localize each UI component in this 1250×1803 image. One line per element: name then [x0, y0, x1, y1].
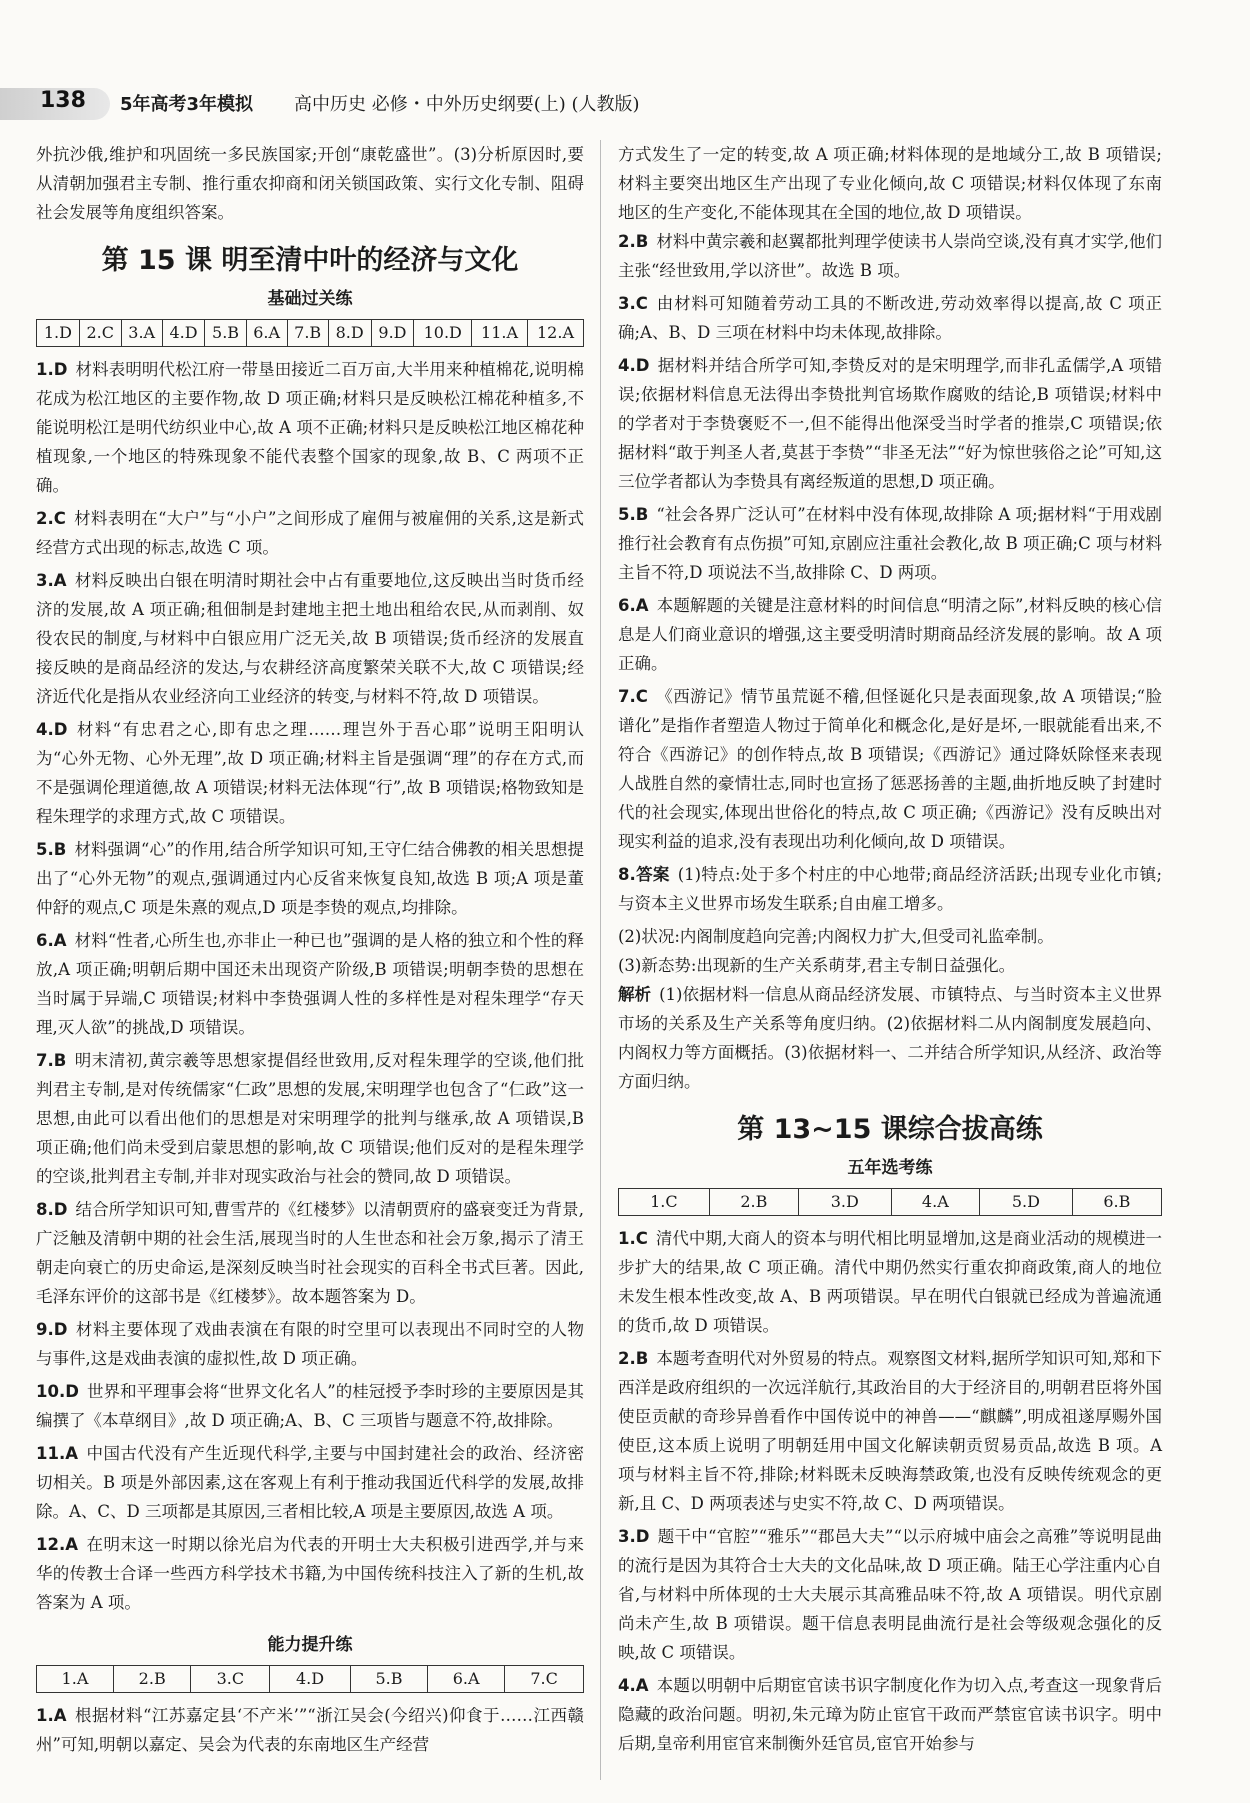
item-number: 11.A	[36, 1444, 78, 1463]
ability-answer-table	[36, 1665, 584, 1693]
answer-cell: 6.A	[246, 320, 287, 347]
item-number: 10.D	[36, 1382, 79, 1401]
item-number: 6.A	[618, 596, 649, 615]
analysis-label: 解析	[618, 985, 652, 1004]
item-text: 世界和平理事会将“世界文化名人”的桂冠授予李时珍的主要原因是其编撰了《本草纲目》,故 D 项正确;A、B、C 三项皆与题意不符,故排除。	[36, 1382, 584, 1430]
item-number: 5.B	[36, 840, 67, 859]
right-column	[618, 140, 1162, 1762]
section-title-ability: 能力提升练	[267, 1635, 353, 1655]
item-text: 由材料可知随着劳动工具的不断改进,劳动效率得以提高,故 C 项正确;A、B、D 三项在材料中均未体现,故排除。	[618, 294, 1162, 342]
item-text: 题干中“官腔”“雅乐”“郡邑大夫”“以示府城中庙会之高雅”等说明昆曲的流行是因为其符合士大夫的文化品味,故 D 项正确。陆王心学注重内心自省,与材料中所体现的士大夫展示其高雅品味不符,故 A 项错误。明代京剧尚未产生,故 B 项错误。题干信息表明昆曲流行是社会等级观念强化的反映,故 C 项错误。	[618, 1527, 1162, 1662]
answer-item	[36, 1439, 584, 1526]
item-text: 本题以明朝中后期宦官读书识字制度化作为切入点,考查这一现象背后隐藏的政治问题。明初,朱元璋为防止宦官干政而严禁宦官读书识字。明中后期,皇帝利用宦官来制衡外廷官员,宦官开始参与	[618, 1676, 1162, 1753]
answer-line: (3)新态势:出现新的生产关系萌芽,君主专制日益强化。	[618, 956, 1016, 975]
section-title-basic: 基础过关练	[267, 289, 353, 309]
answer-item	[36, 1315, 584, 1373]
item-text: 材料强调“心”的作用,结合所学知识可知,王守仁结合佛教的相关思想提出了“心外无物”的观点,强调通过内心反省来恢复良知,故选 B 项;A 项是董仲舒的观点,C 项是朱熹的观点,D 项是李贽的观点,均排除。	[36, 840, 584, 917]
item-number: 7.B	[36, 1051, 67, 1070]
answer-cell: 5.B	[350, 1666, 428, 1693]
item-number: 2.B	[618, 232, 649, 251]
book-subtitle: 高中历史 必修・中外历史纲要(上) (人教版)	[294, 94, 640, 115]
lesson-title: 第 13~15 课综合拔高练	[737, 1114, 1043, 1145]
item-number: 12.A	[36, 1535, 78, 1554]
item-text: 材料“有忠君之心,即有忠之理……理岂外于吾心耶”说明王阳明认为“心外无物、心外无理”,故 D 项正确;材料主旨是强调“理”的存在方式,而不是强调伦理道德,故 A 项错误;材料无法体现“行”,故 B 项错误;格物致知是程朱理学的求理方式,故 C 项错误。	[36, 720, 584, 826]
item-text: 材料反映出白银在明清时期社会中占有重要地位,这反映出当时货币经济的发展,故 A 项正确;租佃制是封建地主把土地出租给农民,从而剥削、奴役农民的制度,与材料中白银应用广泛无关,故 B 项错误;货币经济的发展直接反映的是商品经济的发达,与农耕经济高度繁荣关联不大,故 C 项错误;经济近代化是指从农业经济向工业经济的转变,与材料不符,故 D 项错误。	[36, 571, 584, 706]
answer-item	[36, 1377, 584, 1435]
answer-item	[618, 1344, 1162, 1518]
item-number: 3.C	[618, 294, 648, 313]
answer-cell: 3.C	[191, 1666, 270, 1693]
answer-cell: 10.D	[414, 320, 472, 347]
item-number: 8.D	[36, 1200, 68, 1219]
answer-item	[36, 566, 584, 711]
answer-item	[36, 926, 584, 1042]
left-column	[36, 140, 584, 1763]
book-title: 5年高考3年模拟	[120, 94, 254, 115]
answer-item	[618, 1522, 1162, 1667]
answer-item	[618, 682, 1162, 856]
item-text: (1)特点:处于多个村庄的中心地带;商品经济活跃;出现专业化市镇;与资本主义世界市场发生联系;自由雇工增多。	[618, 865, 1163, 913]
answer-item	[618, 591, 1162, 678]
answer-cell: 4.D	[162, 320, 205, 347]
item-number: 2.B	[618, 1349, 649, 1368]
column-divider	[600, 140, 601, 1780]
answer-cell: 5.B	[205, 320, 246, 347]
item-number: 5.B	[618, 505, 649, 524]
answer-item	[36, 835, 584, 922]
item-text: 清代中期,大商人的资本与明代相比明显增加,这是商业活动的规模进一步扩大的结果,故 C 项正确。清代中期仍然实行重农抑商政策,商人的地位未发生根本性改变,故 A、B 两项错误。早在明代白银就已经成为普遍流通的货币,故 D 项错误。	[618, 1229, 1162, 1335]
item-text: 据材料并结合所学可知,李贽反对的是宋明理学,而非孔孟儒学,A 项错误;依据材料信息无法得出李贽批判官场欺作腐败的结论,B 项错误;材料中的学者对于李贽褒贬不一,但不能得出他深受当时学者的推崇,C 项错误;依据材料“敢于判圣人者,莫甚于李贽”“非圣无法”“好为惊世骇俗之论”可知,这三位学者都认为李贽具有离经叛道的思想,D 项正确。	[618, 356, 1162, 491]
answer-item	[36, 1046, 584, 1191]
answer-item	[618, 351, 1162, 496]
item-number: 1.A	[36, 1706, 67, 1725]
item-text: 中国古代没有产生近现代科学,主要与中国封建社会的政治、经济密切相关。B 项是外部因素,这在客观上有利于推动我国近代科学的发展,故排除。A、C、D 三项都是其原因,三者相比较,A 项是主要原因,故选 A 项。	[36, 1444, 584, 1521]
answer-item	[36, 355, 584, 500]
intro-paragraph: 外抗沙俄,维护和巩固统一多民族国家;开创“康乾盛世”。(3)分析原因时,要从清朝加强君主专制、推行重农抑商和闭关锁国政策、实行文化专制、阻碍社会发展等角度组织答案。	[36, 145, 584, 222]
item-number: 4.D	[618, 356, 650, 375]
lesson-title: 第 15 课 明至清中叶的经济与文化	[101, 245, 519, 276]
item-number: 4.A	[618, 1676, 649, 1695]
answer-item	[36, 1195, 584, 1311]
answer-cell: 9.D	[371, 320, 414, 347]
answer-cell: 5.D	[980, 1189, 1073, 1216]
answer-cell: 7.B	[287, 320, 328, 347]
answer-cell: 3.A	[121, 320, 162, 347]
item-text: 本题考查明代对外贸易的特点。观察图文材料,据所学知识可知,郑和下西洋是政府组织的一次远洋航行,其政治目的大于经济目的,明朝君臣将外国使臣贡献的奇珍异兽看作中国传说中的神兽——“麒麟”,明成祖遂厚赐外国使臣,这本质上说明了明朝廷用中国文化解读朝贡贸易贡品,故选 B 项。A 项与材料主旨不符,排除;材料既未反映海禁政策,也没有反映传统观念的更新,且 C、D 两项表述与史实不符,故 C、D 两项错误。	[618, 1349, 1162, 1513]
item-text: 根据材料“江苏嘉定县‘不产米’”“浙江吴会(今绍兴)仰食于……江西赣州”可知,明朝以嘉定、吴会为代表的东南地区生产经营	[36, 1706, 584, 1754]
answer-line: (2)状况:内阁制度趋向完善;内阁权力扩大,但受司礼监牵制。	[618, 927, 1054, 946]
answer-item	[618, 1224, 1162, 1340]
analysis	[618, 980, 1162, 1096]
answer-item	[36, 1530, 584, 1617]
answer-cell: 2.C	[79, 320, 121, 347]
analysis-text: (1)依据材料一信息从商品经济发展、市镇特点、与当时资本主义世界市场的关系及生产关系等角度归纳。(2)依据材料二从内阁制度发展趋向、内阁权力等方面概括。(3)依据材料一、二并结合所学知识,从经济、政治等方面归纳。	[618, 985, 1163, 1091]
item-number: 7.C	[618, 687, 648, 706]
item-number: 8.答案	[618, 865, 670, 884]
answer-item	[618, 1671, 1162, 1758]
item-number: 4.D	[36, 720, 68, 739]
item-number: 2.C	[36, 509, 66, 528]
answer-item	[36, 715, 584, 831]
item-text: 材料表明在“大户”与“小户”之间形成了雇佣与被雇佣的关系,这是新式经营方式出现的标志,故选 C 项。	[36, 509, 584, 557]
five-year-answer-table	[618, 1188, 1162, 1216]
page-header	[0, 84, 1250, 124]
item-text: “社会各界广泛认可”在材料中没有体现,故排除 A 项;据材料“于用戏剧推行社会教育有点伤损”可知,京剧应注重社会教化,故 B 项正确;C 项与材料主旨不符,D 项说法不当,故排除 C、D 两项。	[618, 505, 1162, 582]
item-text: 材料表明明代松江府一带垦田接近二百万亩,大半用来种植棉花,说明棉花成为松江地区的主要作物,故 D 项正确;材料只是反映松江棉花种植多,不能说明松江是明代纺织业中心,故 A 项不正确;材料只是反映松江地区棉花种植现象,一个地区的特殊现象不能代表整个国家的现象,故 B、C 两项不正确。	[36, 360, 584, 495]
answer-item	[618, 227, 1162, 285]
item-number: 1.D	[36, 360, 68, 379]
continued-paragraph: 方式发生了一定的转变,故 A 项正确;材料体现的是地域分工,故 B 项错误;材料主要突出地区生产出现了专业化倾向,故 C 项错误;材料仅体现了东南地区的生产变化,不能体现其在全国的地位,故 D 项错误。	[618, 145, 1162, 222]
answer-cell: 2.B	[709, 1189, 798, 1216]
answer-item	[618, 289, 1162, 347]
item-text: 《西游记》情节虽荒诞不稽,但怪诞化只是表面现象,故 A 项错误;“脸谱化”是指作者塑造人物过于简单化和概念化,是好是坏,一眼就能看出来,不符合《西游记》的创作特点,故 B 项错误;《西游记》通过降妖除怪来表现人战胜自然的豪情壮志,同时也宣扬了惩恶扬善的主题,曲折地反映了封建时代的社会现实,体现出世俗化的特点,故 C 项正确;《西游记》没有反映出对现实利益的追求,没有表现出功利化倾向,故 D 项错误。	[618, 687, 1162, 851]
answer-cell: 6.B	[1072, 1189, 1161, 1216]
answer-cell: 4.D	[270, 1666, 350, 1693]
item-number: 3.A	[36, 571, 67, 590]
answer-cell: 6.A	[428, 1666, 505, 1693]
answer-cell: 11.A	[472, 320, 528, 347]
item-number: 9.D	[36, 1320, 68, 1339]
answer-cell: 1.D	[37, 320, 80, 347]
page-number: 138	[40, 88, 86, 113]
basic-answer-table	[36, 319, 584, 347]
answer-cell: 8.D	[328, 320, 371, 347]
answer-cell: 3.D	[798, 1189, 891, 1216]
item-number: 3.D	[618, 1527, 650, 1546]
section-title-five-year: 五年选考练	[847, 1158, 933, 1178]
answer-item	[36, 504, 584, 562]
answer-item-8	[618, 860, 1162, 918]
item-text: 明末清初,黄宗羲等思想家提倡经世致用,反对程朱理学的空谈,他们批判君主专制,是对传统儒家“仁政”思想的发展,宋明理学也包含了“仁政”这一思想,由此可以看出他们的思想是对宋明理学的批判与继承,故 A 项错误,B 项正确;他们尚未受到启蒙思想的影响,故 C 项错误;他们反对的是程朱理学的空谈,批判君主专制,并非对现实政治与社会的赞同,故 D 项错误。	[36, 1051, 584, 1186]
answer-item	[36, 1701, 584, 1759]
item-text: 结合所学知识可知,曹雪芹的《红楼梦》以清朝贾府的盛衰变迁为背景,广泛触及清朝中期的社会生活,展现当时的人生世态和社会万象,揭示了清王朝走向衰亡的历史命运,是深刻反映当时社会现实的百科全书式巨著。因此,毛泽东评价的这部书是《红楼梦》。故本题答案为 D。	[36, 1200, 584, 1306]
answer-cell: 12.A	[528, 320, 584, 347]
item-text: 在明末这一时期以徐光启为代表的开明士大夫积极引进西学,并与来华的传教士合译一些西方科学技术书籍,为中国传统科技注入了新的生机,故答案为 A 项。	[36, 1535, 584, 1612]
item-text: 材料主要体现了戏曲表演在有限的时空里可以表现出不同时空的人物与事件,这是戏曲表演的虚拟性,故 D 项正确。	[36, 1320, 584, 1368]
answer-cell: 1.C	[619, 1189, 710, 1216]
answer-item	[618, 500, 1162, 587]
item-text: 材料“性者,心所生也,亦非止一种已也”强调的是人格的独立和个性的释放,A 项正确;明朝后期中国还未出现资产阶级,B 项错误;明朝李贽的思想在当时属于异端,C 项错误;材料中李贽强调人性的多样性是对程朱理学“存天理,灭人欲”的挑战,D 项错误。	[36, 931, 584, 1037]
answer-cell: 2.B	[113, 1666, 191, 1693]
item-number: 6.A	[36, 931, 67, 950]
item-text: 材料中黄宗羲和赵翼都批判理学使读书人崇尚空谈,没有真才实学,他们主张“经世致用,学以济世”。故选 B 项。	[618, 232, 1162, 280]
answer-cell: 4.A	[891, 1189, 980, 1216]
item-text: 本题解题的关键是注意材料的时间信息“明清之际”,材料反映的核心信息是人们商业意识的增强,这主要受明清时期商品经济发展的影响。故 A 项正确。	[618, 596, 1162, 673]
item-number: 1.C	[618, 1229, 648, 1248]
answer-cell: 7.C	[505, 1666, 584, 1693]
answer-cell: 1.A	[37, 1666, 114, 1693]
